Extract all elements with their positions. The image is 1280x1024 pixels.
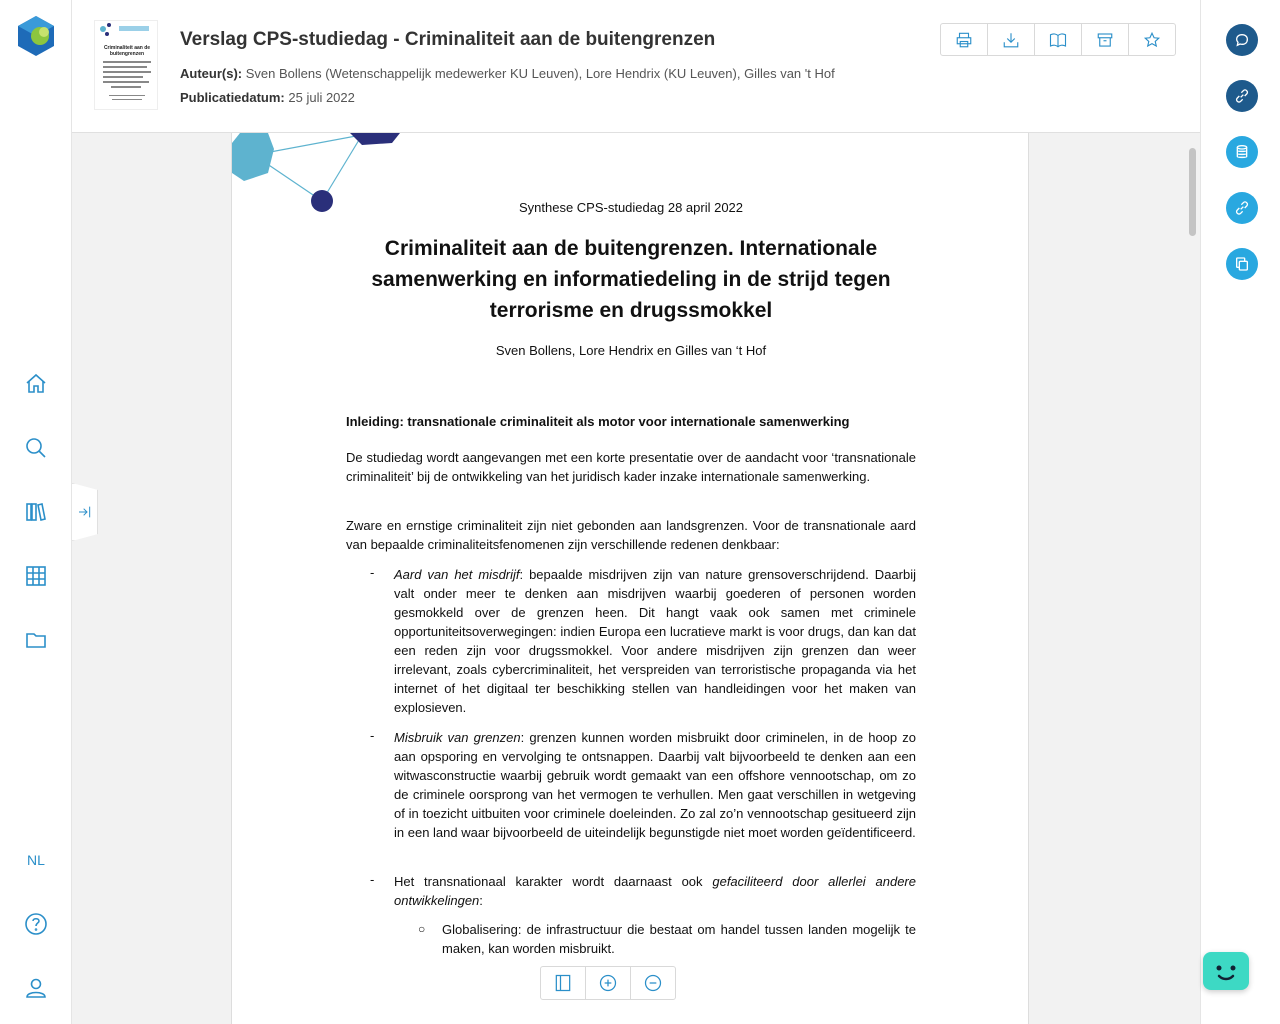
- bullet-marker: -: [370, 872, 375, 887]
- favorite-button[interactable]: [1129, 24, 1175, 55]
- viewer-scrollbar[interactable]: [1189, 148, 1196, 236]
- thumbnail-title: [99, 45, 155, 57]
- search-icon[interactable]: [22, 434, 50, 462]
- chat-icon: [1234, 32, 1250, 48]
- language-switcher[interactable]: NL: [27, 852, 45, 868]
- bullet-body: : bepaalde misdrijven zijn van nature grensoverschrijdend. Daarbij valt onder meer te denken aan misdrijven waarbij goederen of personen worden gesmokkeld over de grenzen heen. Dit hangt vaak ook samen met criminele opportuniteitsoverwegingen: indien Europa een lucratieve markt is voor drugs, dan kan dat een reden zijn voor drugssmokkel. Voor andere misdrijven zijn grenzen dan weer irrelevant, zoals cybercriminaliteit, het verspreiden van terroristische propaganda via het internet of het digitaal ter beschikking stellen van handleidingen voor het maken van explosieven.: [394, 567, 916, 715]
- date-value: 25 juli 2022: [288, 90, 355, 105]
- paragraph: De studiedag wordt aangevangen met een korte presentatie over de aandacht voor ‘transnationale criminaliteit’ bij de ontwikkeling van het juridisch kader inzake internationale samenwerking.: [346, 450, 916, 484]
- home-icon[interactable]: [22, 370, 50, 398]
- copy-button[interactable]: [1226, 248, 1258, 280]
- library-icon[interactable]: [22, 498, 50, 526]
- bullet-emphasis: Misbruik van grenzen: [394, 730, 521, 745]
- expand-panel-tab[interactable]: [72, 483, 98, 541]
- document-toolbar: [940, 23, 1176, 56]
- print-button[interactable]: [941, 24, 988, 55]
- table-icon[interactable]: [22, 562, 50, 590]
- thumbnail-line: buitengrenzen: [109, 51, 145, 57]
- book-icon: [1049, 31, 1067, 49]
- link-icon: [1234, 200, 1250, 216]
- download-button[interactable]: [988, 24, 1035, 55]
- document-title: Criminaliteit aan de buitengrenzen. Internationale samenwerking en informatiedeling in de strijd tegen terrorisme en drugssmokkel: [371, 237, 891, 322]
- copy-icon: [1234, 256, 1250, 272]
- bot-face-icon: [1203, 952, 1249, 990]
- document-subtitle: Synthese CPS-studiedag 28 april 2022: [518, 200, 744, 215]
- read-button[interactable]: [1035, 24, 1082, 55]
- thumbnail-line: Criminaliteit aan de: [103, 45, 151, 51]
- star-icon: [1143, 31, 1161, 49]
- bullet-item: [394, 728, 916, 842]
- link-button-light[interactable]: [1226, 192, 1258, 224]
- authors-label: Auteur(s):: [180, 66, 243, 81]
- zoom-out-button[interactable]: [631, 967, 675, 999]
- database-button[interactable]: [1226, 136, 1258, 168]
- section-heading: Inleiding: transnationale criminaliteit als motor voor internationale samenwerking: [346, 414, 850, 429]
- download-icon: [1002, 31, 1020, 49]
- database-icon: [1234, 144, 1250, 160]
- bullet-body: Het transnationaal karakter wordt daarnaast ook: [394, 874, 713, 889]
- page-title: Verslag CPS-studiedag - Criminaliteit aan de buitengrenzen: [180, 29, 716, 50]
- sub-bullet-marker: ○: [418, 922, 426, 936]
- authors-value: Sven Bollens (Wetenschappelijk medewerker KU Leuven), Lore Hendrix (KU Leuven), Gilles van 't Hof: [245, 66, 835, 81]
- help-icon[interactable]: [22, 910, 50, 938]
- toggle-sidebar-button[interactable]: [541, 967, 586, 999]
- bullet-emphasis: Aard van het misdrijf: [394, 567, 520, 582]
- link-button-dark[interactable]: [1226, 80, 1258, 112]
- left-sidebar: [0, 0, 72, 1024]
- zoom-in-button[interactable]: [586, 967, 631, 999]
- document-header: [72, 0, 1200, 133]
- bullet-item: [394, 872, 916, 910]
- zoom-out-icon: [643, 973, 663, 993]
- chatbot-button[interactable]: [1203, 952, 1249, 990]
- user-icon[interactable]: [22, 974, 50, 1002]
- document-page: [231, 133, 1029, 1024]
- link-icon: [1234, 88, 1250, 104]
- paragraph: Zware en ernstige criminaliteit zijn niet gebonden aan landsgrenzen. Voor de transnationale aard van bepaalde criminaliteitsfenomenen zijn verschillende redenen denkbaar:: [346, 518, 916, 552]
- bullet-marker: -: [370, 728, 375, 743]
- print-icon: [955, 31, 973, 49]
- folder-icon[interactable]: [22, 626, 50, 654]
- document-thumbnail[interactable]: [94, 20, 158, 110]
- archive-button[interactable]: [1082, 24, 1129, 55]
- document-viewer[interactable]: [72, 133, 1200, 1024]
- sidebar-toggle-icon: [553, 973, 573, 993]
- date-line: [180, 90, 355, 105]
- bullet-body: : grenzen kunnen worden misbruikt door criminelen, in de hoop zo aan opsporing en vervolging te ontsnappen. Daarbij valt bijvoorbeeld te denken aan een witwasconstructie waarbij gebruik wordt gemaakt van een offshore vennootschap, om zo de criminele oorsprong van het vermogen te verhullen. Men gaat verschillen in wetgeving of in toezicht uitbuiten voor criminele doeleinden. Zo zal zo’n vennootschap gesitueerd zijn in een land waar bijvoorbeeld de uiteindelijk begunstigde niet moet worden geïdentificeerd.: [394, 730, 917, 840]
- bullet-end: :: [479, 893, 483, 908]
- archive-icon: [1096, 31, 1114, 49]
- comments-button[interactable]: [1226, 24, 1258, 56]
- date-label: Publicatiedatum:: [180, 90, 285, 105]
- bullet-item: [394, 565, 916, 717]
- bullet-emphasis: gefaciliteerd door allerlei andere ontwikkelingen: [394, 874, 916, 908]
- bullet-marker: -: [370, 565, 375, 580]
- document-authors: Sven Bollens, Lore Hendrix en Gilles van ‘t Hof: [495, 343, 767, 358]
- app-logo[interactable]: [14, 14, 58, 58]
- expand-icon: [77, 504, 93, 520]
- authors-line: [180, 66, 835, 81]
- zoom-toolbar: [540, 966, 676, 1000]
- right-sidebar: [1200, 0, 1280, 1024]
- zoom-in-icon: [598, 973, 618, 993]
- sub-bullet-item: Globalisering: de infrastructuur die bestaat om handel tussen landen mogelijk te maken, kan worden misbruikt.: [442, 922, 916, 956]
